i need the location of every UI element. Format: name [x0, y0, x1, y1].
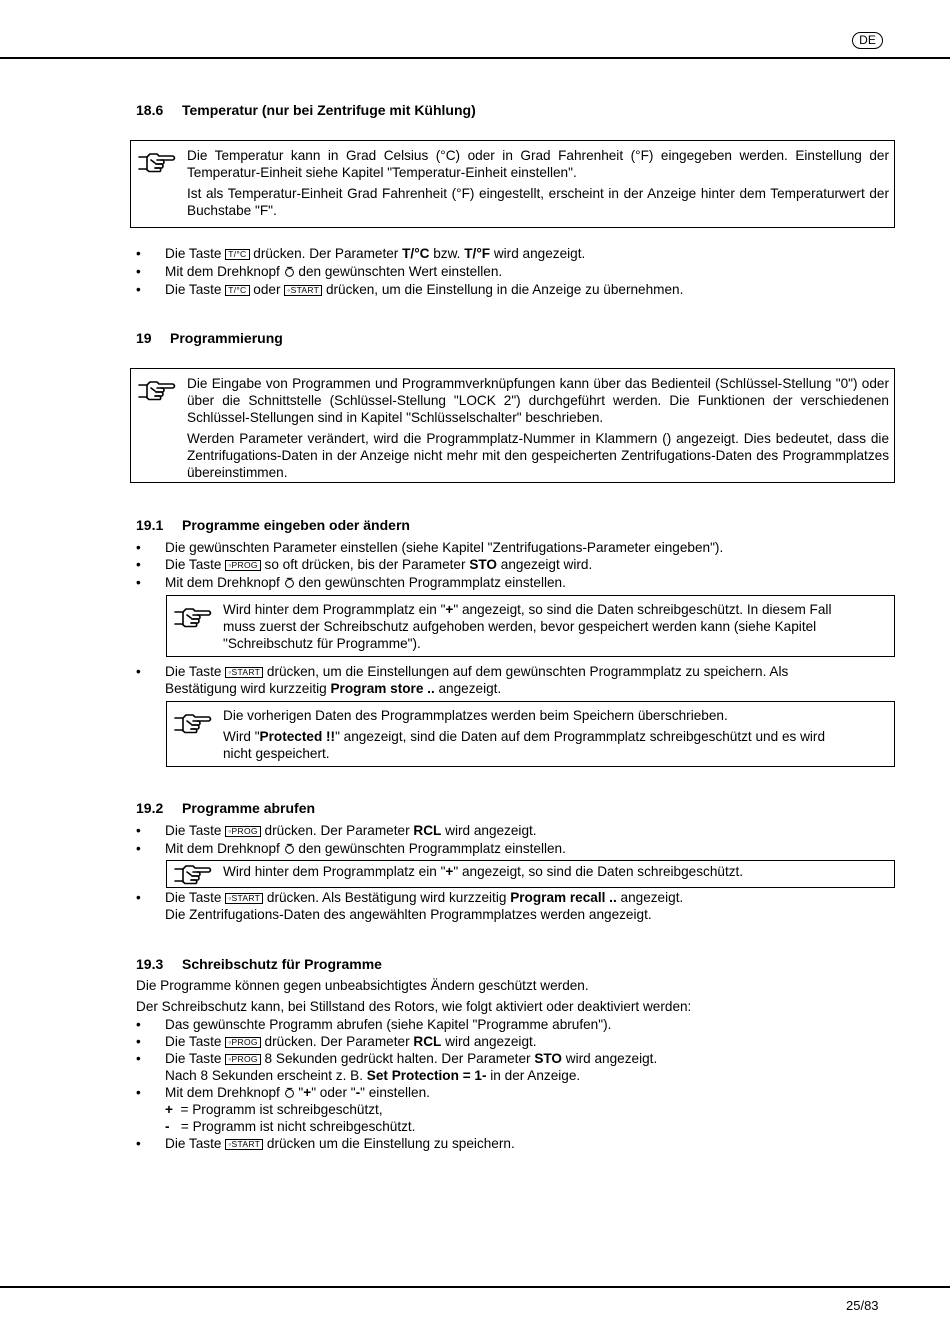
section-title-19-1: 19.1 Programme eingeben oder ändern: [136, 517, 410, 533]
pointing-hand-icon: [173, 863, 213, 885]
note-line: Wird hinter dem Programmplatz ein "+" angezeigt, so sind die Daten schreibgeschützt. In diesem Fall: [223, 602, 832, 617]
prog-key-icon: ◦PROG: [225, 560, 261, 571]
section-title-19: 19 Programmierung: [136, 330, 283, 346]
start-key-icon: ◦START: [225, 1139, 263, 1150]
rotary-knob-icon: [284, 843, 295, 854]
pointing-hand-icon: [137, 379, 177, 401]
page-number: 25/83: [846, 1298, 879, 1313]
note-paragraph: Die Temperatur kann in Grad Celsius (°C) oder in Grad Fahrenheit (°F) eingegeben werden. Einstellung der Temperatur-Einheit siehe Kapitel "Temperatur-Einheit einstellen".: [187, 148, 889, 180]
header-rule: [0, 57, 950, 59]
section-title-19-3: 19.3 Schreibschutz für Programme: [136, 956, 382, 972]
section-title-19-2: 19.2 Programme abrufen: [136, 800, 316, 816]
tc-key-icon: T/°C: [225, 285, 249, 296]
paragraph: Die Programme können gegen unbeabsichtigtes Ändern geschützt werden.: [136, 978, 589, 993]
note-paragraph: Ist als Temperatur-Einheit Grad Fahrenheit (°F) eingestellt, erscheint in der Anzeige hinter dem Temperaturwert der Buchstabe "F".: [187, 186, 889, 218]
note-line: nicht gespeichert.: [223, 746, 330, 761]
note-paragraph: Die Eingabe von Programmen und Programmverknüpfungen kann über das Bedienteil (Schlüssel-Stellung "0") oder über die Schnittstelle (Schlüssel-Stellung "LOCK 2") durchgeführt werden. Die Funktionen der verschiedenen Schlüssel-Stellungen sind in Kapitel "Schlüsselschalter" beschrieben.: [187, 376, 889, 425]
pointing-hand-icon: [173, 712, 213, 734]
prog-key-icon: ◦PROG: [225, 1037, 261, 1048]
note-line: Wird "Protected !!" angezeigt, sind die Daten auf dem Programmplatz schreibgeschützt und es wird: [223, 729, 826, 744]
start-key-icon: ◦START: [225, 893, 263, 904]
note-box-programming: [130, 368, 895, 483]
start-key-icon: ◦START: [225, 667, 263, 678]
rotary-knob-icon: [284, 1087, 295, 1098]
note-line: muss zuerst der Schreibschutz aufgehoben werden, bevor gespeichert werden kann (siehe Kapitel: [223, 619, 817, 634]
pointing-hand-icon: [137, 151, 177, 173]
note-box-overwrite: [166, 701, 895, 767]
note-line: Die vorherigen Daten des Programmplatzes werden beim Speichern überschrieben.: [223, 708, 728, 723]
language-badge: DE: [852, 32, 883, 49]
note-paragraph: Werden Parameter verändert, wird die Programmplatz-Nummer in Klammern () angezeigt. Dies bedeutet, dass die Zentrifugations-Daten in der Anzeige nicht mehr mit den gespeicherten Zentrifugations-Daten des Programmplatzes übereinstimmen.: [187, 431, 889, 480]
prog-key-icon: ◦PROG: [225, 1054, 261, 1065]
footer-rule: [0, 1286, 950, 1288]
prog-key-icon: ◦PROG: [225, 826, 261, 837]
pointing-hand-icon: [173, 606, 213, 628]
section-title-18-6: 18.6 Temperatur (nur bei Zentrifuge mit Kühlung): [136, 102, 476, 118]
note-box-temperature: [130, 140, 895, 228]
note-box-recall: [166, 860, 895, 888]
start-key-icon: ◦START: [284, 285, 322, 296]
paragraph: Der Schreibschutz kann, bei Stillstand des Rotors, wie folgt aktiviert oder deaktiviert werden:: [136, 999, 692, 1014]
note-line: "Schreibschutz für Programme").: [223, 636, 421, 651]
note-box-write-protect: [166, 595, 895, 657]
note-line: Wird hinter dem Programmplatz ein "+" angezeigt, so sind die Daten schreibgeschützt.: [223, 864, 744, 879]
rotary-knob-icon: [284, 577, 295, 588]
tc-key-icon: T/°C: [225, 249, 249, 260]
rotary-knob-icon: [284, 266, 295, 277]
